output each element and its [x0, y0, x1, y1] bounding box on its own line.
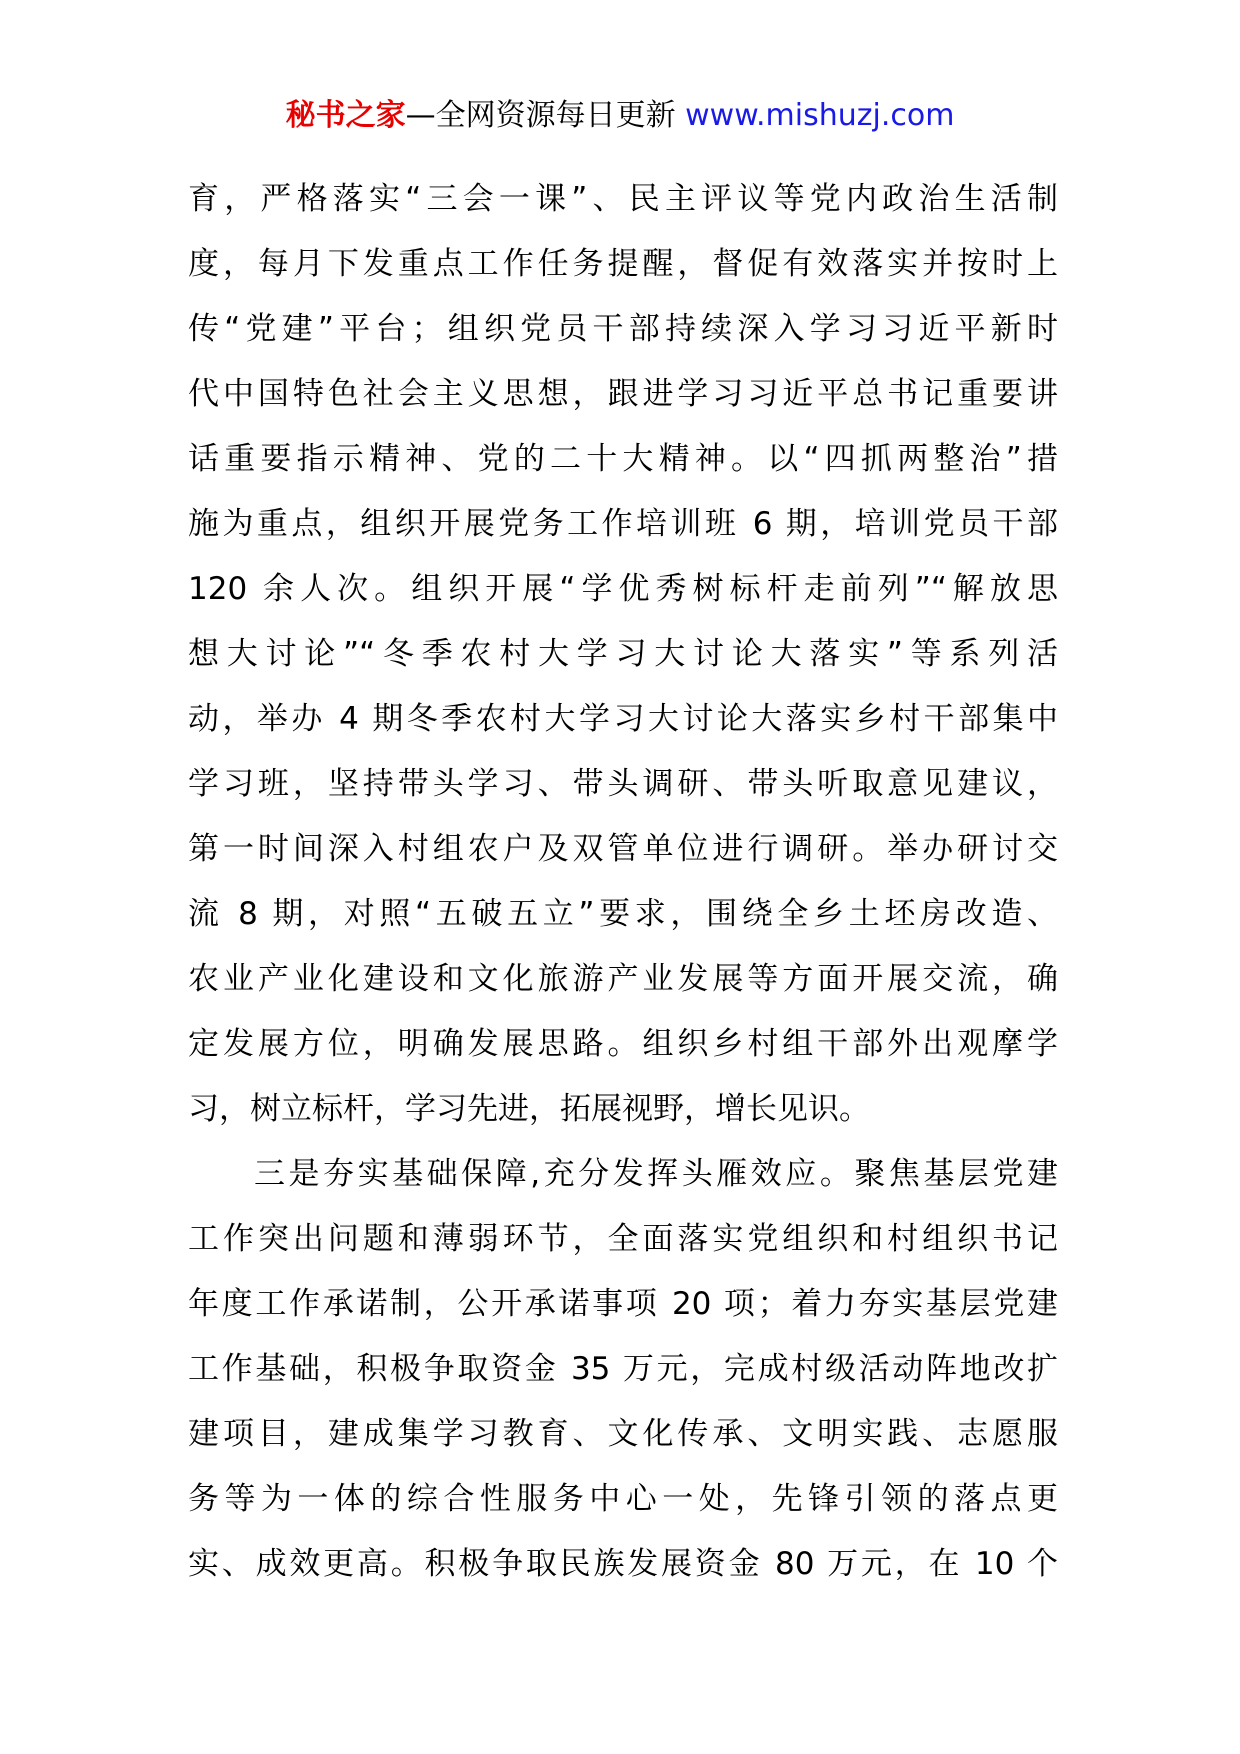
- text-line: 度，每月下发重点工作任务提醒，督促有效落实并按时上: [188, 246, 1058, 282]
- text-line: 务等为一体的综合性服务中心一处，先锋引领的落点更: [188, 1481, 1058, 1517]
- document-body: [188, 167, 1058, 1597]
- text-line: 建项目，建成集学习教育、文化传承、文明实践、志愿服: [188, 1416, 1058, 1452]
- text-line: 年度工作承诺制，公开承诺事项 20 项；着力夯实基层党建: [188, 1286, 1058, 1322]
- text-line: 学习班，坚持带头学习、带头调研、带头听取意见建议，: [188, 766, 1058, 802]
- text-line: 习，树立标杆，学习先进，拓展视野，增长见识。: [188, 1091, 870, 1127]
- site-url-link[interactable]: www.mishuzj.com: [685, 98, 955, 133]
- site-brand: 秘书之家: [285, 98, 406, 133]
- text-line: 传“党建”平台；组织党员干部持续深入学习习近平新时: [188, 311, 1058, 347]
- text-line: 实、成效更高。积极争取民族发展资金 80 万元，在 10 个: [188, 1546, 1058, 1582]
- site-tagline: —全网资源每日更新: [405, 98, 686, 133]
- text-line: 120 余人次。组织开展“学优秀树标杆走前列”“解放思: [188, 571, 1058, 607]
- paragraph-first-line: 三是夯实基础保障,充分发挥头雁效应。聚焦基层党建: [254, 1156, 1058, 1192]
- text-line: 定发展方位，明确发展思路。组织乡村组干部外出观摩学: [188, 1026, 1058, 1062]
- site-header: [0, 96, 1240, 136]
- text-line: 动，举办 4 期冬季农村大学习大讨论大落实乡村干部集中: [188, 701, 1058, 737]
- text-line: 育，严格落实“三会一课”、民主评议等党内政治生活制: [188, 181, 1058, 217]
- text-line: 农业产业化建设和文化旅游产业发展等方面开展交流，确: [188, 961, 1058, 997]
- text-line: 流 8 期，对照“五破五立”要求，围绕全乡土坯房改造、: [188, 896, 1058, 932]
- text-line: 代中国特色社会主义思想，跟进学习习近平总书记重要讲: [188, 376, 1058, 412]
- text-line: 工作基础，积极争取资金 35 万元，完成村级活动阵地改扩: [188, 1351, 1058, 1387]
- text-line: 工作突出问题和薄弱环节，全面落实党组织和村组织书记: [188, 1221, 1058, 1257]
- text-line: 第一时间深入村组农户及双管单位进行调研。举办研讨交: [188, 831, 1058, 867]
- text-line: 话重要指示精神、党的二十大精神。以“四抓两整治”措: [188, 441, 1058, 477]
- text-line: 施为重点，组织开展党务工作培训班 6 期，培训党员干部: [188, 506, 1058, 542]
- text-line: 想大讨论”“冬季农村大学习大讨论大落实”等系列活: [188, 636, 1058, 672]
